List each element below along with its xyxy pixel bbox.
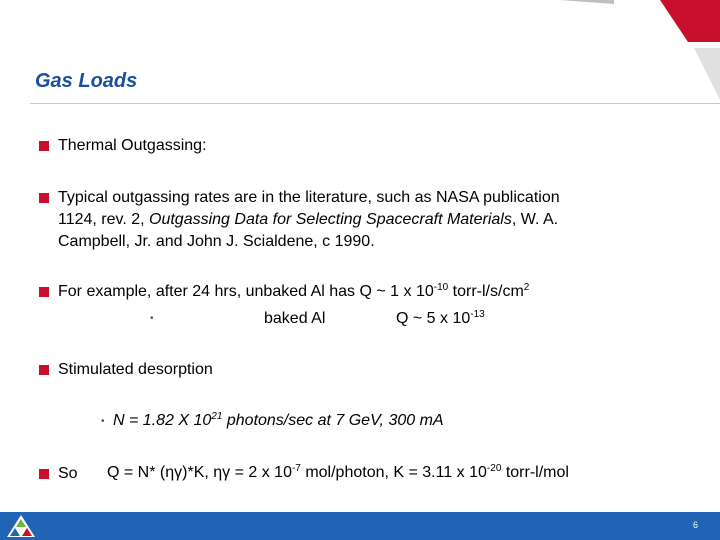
flux-exponent: 21 — [211, 411, 223, 422]
bullet-line-2 — [58, 208, 558, 232]
bullet-square-icon — [39, 365, 49, 375]
header-decoration — [560, 0, 720, 110]
bullet-text: Stimulated desorption — [58, 361, 213, 378]
unbaked-text: For example, after 24 hrs, unbaked Al has Q ~ 1 x 10 — [58, 283, 434, 300]
photon-flux-text — [113, 412, 444, 430]
bullet-line-1: Typical outgassing rates are in the literature, such as NASA publication — [58, 189, 560, 206]
sub-bullet-dot-icon: • — [150, 313, 154, 324]
unbaked-exponent: -10 — [433, 282, 449, 293]
baked-value-text: Q ~ 5 x 10 — [396, 310, 471, 327]
line2-text-b: , W. A. — [511, 211, 559, 228]
publication-title: Outgassing Data for Selecting Spacecraft Materials — [149, 211, 512, 228]
footer-bar — [0, 512, 720, 540]
baked-exponent: -13 — [470, 309, 485, 320]
bullet-square-icon — [39, 193, 49, 203]
bullet-square-icon — [39, 287, 49, 297]
bullet-text — [58, 280, 529, 304]
title-divider — [30, 103, 720, 104]
sub-bullet-dot-icon: • — [101, 416, 105, 427]
formula-text-b: mol/photon, K = 3.11 x 10 — [300, 464, 487, 481]
bullet-line-3: Campbell, Jr. and John J. Scialdene, c 1990. — [58, 233, 375, 250]
bullet-square-icon — [39, 141, 49, 151]
formula-text-c: torr-l/mol — [501, 464, 569, 481]
argonne-logo-icon — [6, 514, 36, 538]
formula-exponent-a: -7 — [291, 463, 301, 474]
unit-exponent: 2 — [523, 282, 530, 293]
page-number: 6 — [692, 520, 698, 530]
formula-text — [107, 464, 569, 482]
bullet-text: Thermal Outgassing: — [58, 137, 207, 154]
baked-label: baked Al — [264, 310, 326, 327]
line2-text-a: 1124, rev. 2, — [58, 211, 150, 228]
flux-text-a: N = 1.82 X 10 — [113, 412, 212, 429]
formula-text-a: Q = N* (ηγ)*K, ηγ = 2 x 10 — [107, 464, 292, 481]
flux-text-b: photons/sec at 7 GeV, 300 mA — [222, 412, 444, 429]
so-label: So — [58, 465, 78, 482]
baked-value — [396, 310, 485, 328]
page-title: Gas Loads — [35, 70, 138, 92]
unit-text: torr-l/s/cm — [448, 283, 524, 300]
formula-exponent-b: -20 — [486, 463, 502, 474]
bullet-square-icon — [39, 469, 49, 479]
